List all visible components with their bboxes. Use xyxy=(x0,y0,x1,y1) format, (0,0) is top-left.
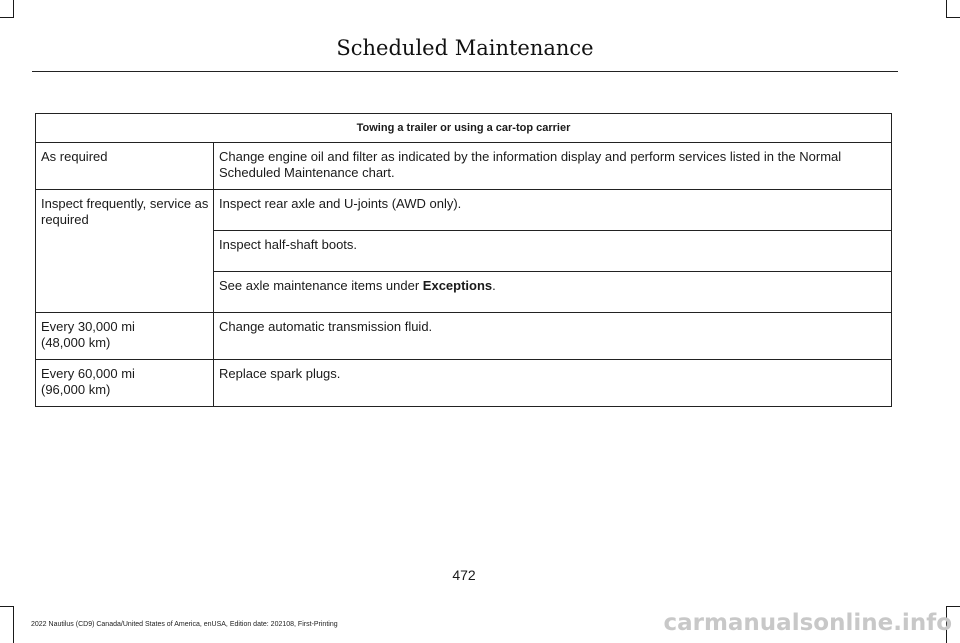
action-cell: Change automatic transmission fluid. xyxy=(214,313,892,360)
action-text: . xyxy=(492,278,496,293)
interval-cell xyxy=(36,360,214,407)
crop-mark-bottom-left xyxy=(0,606,14,607)
crop-mark-bottom-left xyxy=(13,606,14,643)
table-header-row xyxy=(36,114,892,143)
crop-mark-top-right xyxy=(946,17,960,18)
maintenance-table xyxy=(35,113,892,407)
table-row xyxy=(36,313,892,360)
interval-cell: As required xyxy=(36,143,214,190)
title-divider xyxy=(32,71,898,72)
watermark-logo: carmanualsonline.info xyxy=(663,610,952,636)
interval-miles: Every 60,000 mi xyxy=(41,366,135,381)
interval-km: (96,000 km) xyxy=(41,382,111,397)
page-number: 472 xyxy=(452,567,476,583)
action-cell: Replace spark plugs. xyxy=(214,360,892,407)
interval-km: (48,000 km) xyxy=(41,335,111,350)
crop-mark-top-right xyxy=(946,0,947,17)
table-row xyxy=(36,360,892,407)
edition-footer: 2022 Nautilus (CD9) Canada/United States of America, enUSA, Edition date: 202108, First-Printing xyxy=(31,621,338,628)
interval-miles: Every 30,000 mi xyxy=(41,319,135,334)
action-cell: Inspect rear axle and U-joints (AWD only). xyxy=(214,190,892,231)
crop-mark-top-left xyxy=(0,17,14,18)
interval-cell xyxy=(36,313,214,360)
table-row xyxy=(36,143,892,190)
crop-mark-top-left xyxy=(13,0,14,17)
action-cell: Inspect half-shaft boots. xyxy=(214,231,892,272)
page-title: Scheduled Maintenance xyxy=(336,36,594,60)
table-row xyxy=(36,190,892,231)
action-cell xyxy=(214,272,892,313)
exceptions-reference: Exceptions xyxy=(422,278,493,293)
action-text: See axle maintenance items under xyxy=(219,278,423,293)
table-caption: Towing a trailer or using a car-top carrier xyxy=(36,114,892,143)
interval-cell: Inspect frequently, service as required xyxy=(36,190,214,313)
action-cell: Change engine oil and filter as indicated by the information display and perform services listed in the Normal Scheduled Maintenance chart. xyxy=(214,143,892,190)
crop-mark-bottom-right xyxy=(946,606,960,607)
